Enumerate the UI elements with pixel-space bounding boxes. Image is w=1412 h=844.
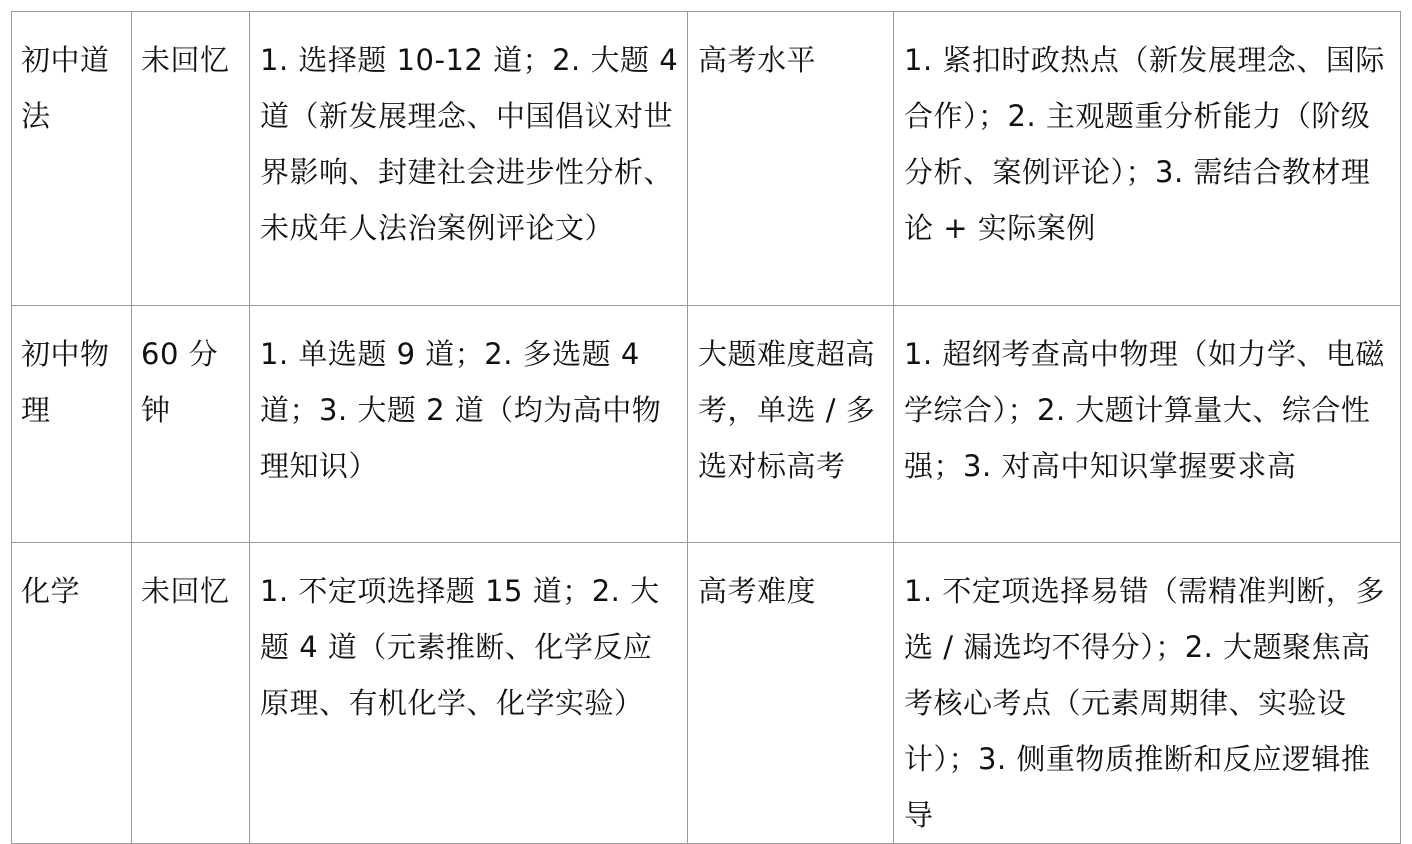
duration-cell: 60 分钟	[132, 306, 250, 543]
notes-cell: 1. 不定项选择易错（需精准判断，多选 / 漏选均不得分）；2. 大题聚焦高考核心考点（元素周期律、实验设计）；3. 侧重物质推断和反应逻辑推导	[894, 543, 1401, 844]
difficulty-cell: 大题难度超高考，单选 / 多选对标高考	[688, 306, 894, 543]
duration-cell: 未回忆	[132, 543, 250, 844]
notes-cell: 1. 超纲考查高中物理（如力学、电磁学综合）；2. 大题计算量大、综合性强；3. 对高中知识掌握要求高	[894, 306, 1401, 543]
difficulty-cell: 高考水平	[688, 12, 894, 306]
subject-cell: 初中物理	[12, 306, 132, 543]
table-row	[12, 12, 1401, 306]
table-body	[12, 12, 1401, 844]
structure-cell: 1. 选择题 10-12 道；2. 大题 4 道（新发展理念、中国倡议对世界影响、封建社会进步性分析、未成年人法治案例评论文）	[250, 12, 688, 306]
notes-cell: 1. 紧扣时政热点（新发展理念、国际合作）；2. 主观题重分析能力（阶级分析、案例评论）；3. 需结合教材理论 + 实际案例	[894, 12, 1401, 306]
structure-cell: 1. 单选题 9 道；2. 多选题 4 道；3. 大题 2 道（均为高中物理知识）	[250, 306, 688, 543]
table-row	[12, 543, 1401, 844]
duration-cell: 未回忆	[132, 12, 250, 306]
table-row	[12, 306, 1401, 543]
exam-info-table	[11, 11, 1401, 844]
difficulty-cell: 高考难度	[688, 543, 894, 844]
subject-cell: 化学	[12, 543, 132, 844]
structure-cell: 1. 不定项选择题 15 道；2. 大题 4 道（元素推断、化学反应原理、有机化学、化学实验）	[250, 543, 688, 844]
subject-cell: 初中道法	[12, 12, 132, 306]
